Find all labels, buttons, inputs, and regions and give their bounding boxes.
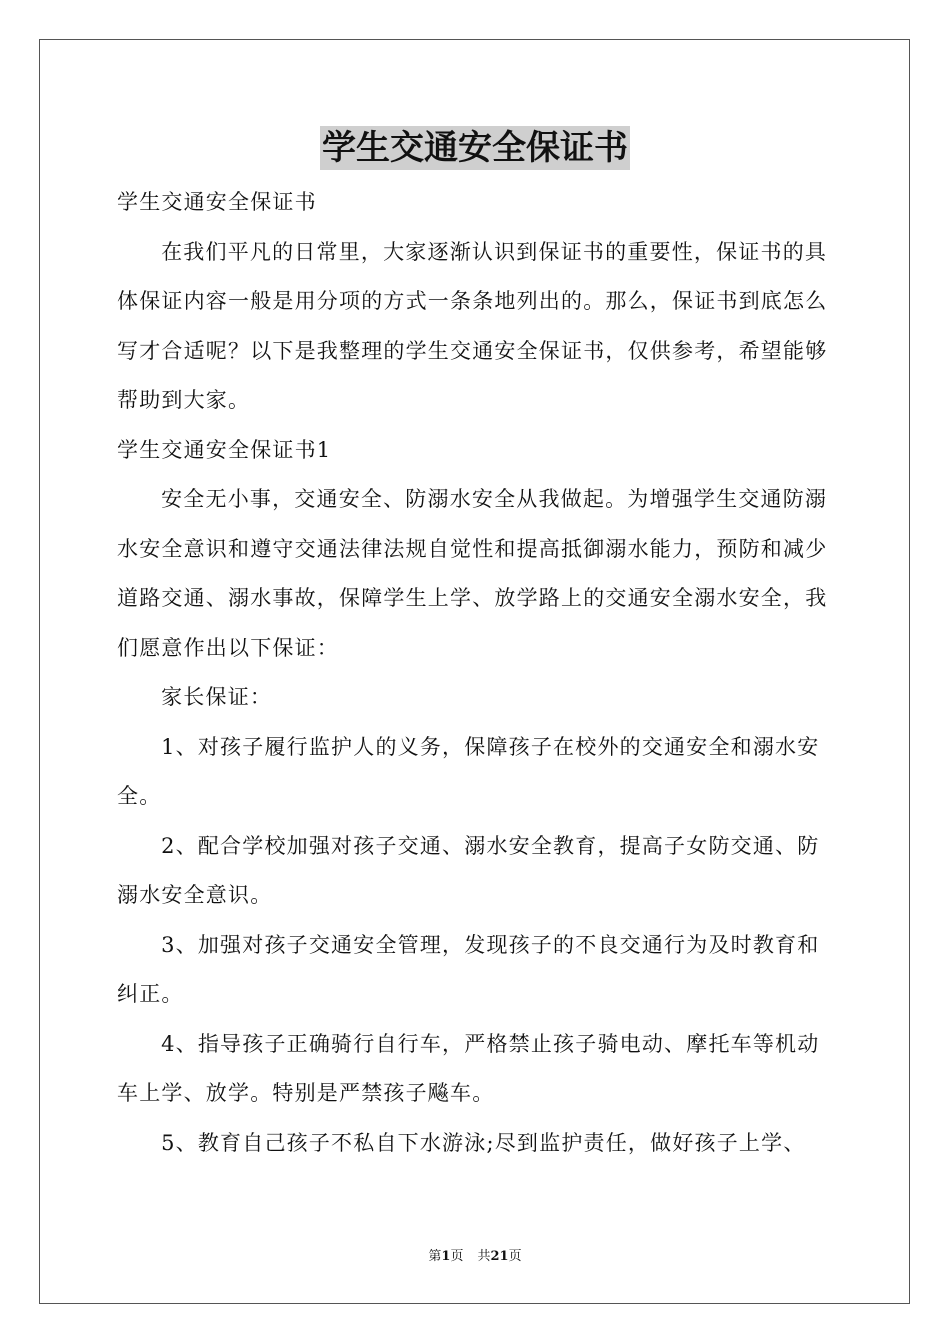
- paragraph-7: 3、加强对孩子交通安全管理，发现孩子的不良交通行为及时教育和纠正。: [117, 932, 820, 1006]
- paragraph-6: 2、配合学校加强对孩子交通、溺水安全教育，提高子女防交通、防溺水安全意识。: [117, 833, 820, 907]
- page-suffix: 页: [450, 1249, 464, 1264]
- paragraph-4: 家长保证：: [161, 685, 273, 709]
- title-container: [0, 126, 950, 170]
- paragraph-5: 1、对孩子履行监护人的义务，保障孩子在校外的交通安全和溺水安全。: [117, 734, 820, 808]
- paragraph-3: 安全无小事，交通安全、防溺水安全从我做起。为增强学生交通防溺水安全意识和遵守交通法律法规自觉性和提高抵御溺水能力，预防和减少道路交通、溺水事故，保障学生上学、放学路上的交通安全溺水安全，我们愿意作出以下保证：: [117, 487, 828, 660]
- paragraph-8: 4、指导孩子正确骑行自行车，严格禁止孩子骑电动、摩托车等机动车上学、放学。特别是严禁孩子飚车。: [117, 1031, 820, 1105]
- total-prefix: 共: [477, 1249, 491, 1264]
- paragraph-9: 5、教育自己孩子不私自下水游泳;尽到监护责任，做好孩子上学、: [161, 1130, 806, 1155]
- paragraph-1: 在我们平凡的日常里，大家逐渐认识到保证书的重要性，保证书的具体保证内容一般是用分项的方式一条条地列出的。那么，保证书到底怎么写才合适呢？以下是我整理的学生交通安全保证书，仅供参考，希望能够帮助到大家。: [117, 239, 828, 412]
- page-prefix: 第: [428, 1249, 442, 1264]
- document-body: [117, 178, 837, 1168]
- paragraph-2: 学生交通安全保证书1: [117, 437, 332, 462]
- total-pages: 21: [490, 1249, 509, 1264]
- paragraph-0: 学生交通安全保证书: [117, 190, 317, 214]
- document-title: 学生交通安全保证书: [322, 128, 628, 168]
- page-footer: [0, 1248, 950, 1266]
- total-suffix: 页: [508, 1249, 522, 1264]
- page-number: 1: [441, 1249, 451, 1264]
